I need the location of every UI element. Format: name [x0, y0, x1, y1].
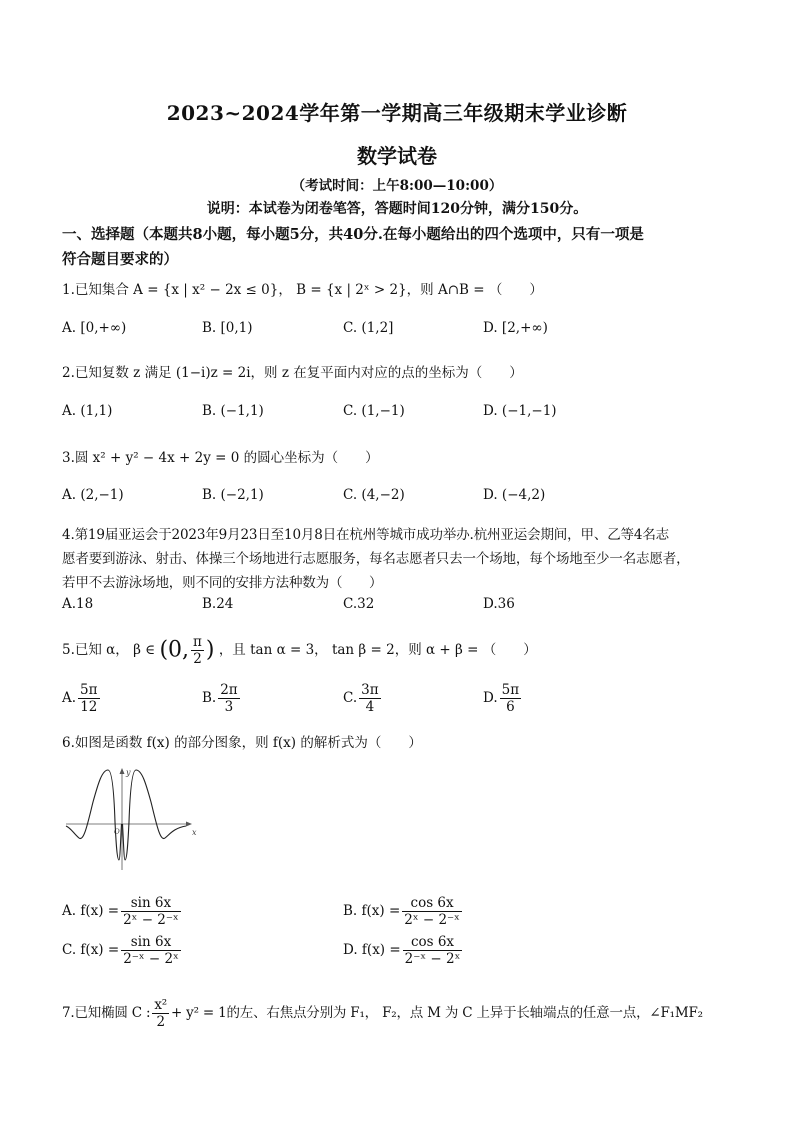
q6-option-d: [343, 934, 464, 967]
q2-option-d: D. (−1,−1): [483, 403, 557, 419]
q3-option-a: A. (2,−1): [62, 487, 124, 503]
graph-x-label: x: [192, 828, 197, 837]
q6-option-b: [343, 895, 464, 928]
q6-option-a-fraction: [121, 895, 181, 928]
q6-option-c-fraction: [121, 934, 181, 967]
q5-option-b: [202, 682, 242, 715]
q5-option-c-num: 3π: [361, 682, 379, 698]
q5-option-c-fraction: [359, 682, 380, 715]
q4-option-a: A.18: [62, 596, 94, 612]
question-5-options: [62, 682, 734, 722]
q5-prefix: 5.已知 α， β ∈: [62, 642, 156, 658]
q5-option-a-label: A.: [62, 690, 77, 706]
q5-option-b-den: 3: [224, 699, 234, 715]
q7-suffix: + y² = 1的左、右焦点分别为 F₁， F₂，点 M 为 C 上异于长轴端点的任意一点，∠F₁MF₂: [170, 1005, 703, 1021]
q2-option-c: C. (1,−1): [343, 403, 405, 419]
q6-option-c-den: 2⁻ˣ − 2ˣ: [123, 951, 179, 967]
section-heading: [62, 222, 732, 272]
graph-y-arrow: [120, 768, 125, 774]
q1-option-b: B. [0,1): [202, 320, 253, 336]
q6-option-a: [62, 895, 183, 928]
exam-time: （考试时间：上午8:00—10:00）: [291, 178, 503, 194]
q5-option-c: [343, 682, 383, 715]
q5-option-b-label: B.: [202, 690, 217, 706]
q5-option-d-label: D.: [483, 690, 498, 706]
q5-interval-den: 2: [193, 651, 202, 667]
q6-option-d-label: D. f(x) =: [343, 942, 401, 958]
graph-curve: [66, 770, 186, 860]
q5-option-d-den: 6: [506, 699, 515, 715]
q7-fraction: [152, 997, 169, 1030]
q6-option-a-label: A. f(x) =: [62, 903, 120, 919]
q6-option-d-fraction: [403, 934, 463, 967]
graph-origin-label: O: [114, 828, 120, 836]
q5-option-a-fraction: [78, 682, 99, 715]
graph-x-arrow: [186, 822, 192, 827]
q5-option-a-den: 12: [80, 699, 98, 715]
question-4: [62, 523, 734, 595]
exam-note: 说明：本试卷为闭卷笔答，答题时间120分钟，满分150分。: [206, 201, 588, 217]
q4-option-b: B.24: [202, 596, 234, 612]
q4-option-c: C.32: [343, 596, 375, 612]
q5-suffix: ，且 tan α = 3， tan β = 2，则 α + β = （ ）: [218, 642, 537, 658]
q7-prefix: 7.已知椭圆 C :: [62, 1005, 151, 1021]
q5-interval-open: (0,: [159, 637, 190, 663]
q2-option-b: B. (−1,1): [202, 403, 264, 419]
q5-option-b-fraction: [218, 682, 239, 715]
q5-interval-num: π: [193, 634, 202, 650]
q5-interval-close: ): [205, 637, 215, 663]
q7-num: x²: [154, 997, 167, 1013]
graph-y-label: y: [126, 768, 131, 777]
q5-interval-fraction: [191, 634, 204, 667]
q6-option-d-num: cos 6x: [403, 934, 463, 951]
exam-title: 2023~2024学年第一学期高三年级期末学业诊断: [166, 101, 628, 125]
q6-option-b-label: B. f(x) =: [343, 903, 401, 919]
question-1: 1.已知集合 A = {x | x² − 2x ≤ 0}， B = {x | 2ˣ > 2}，则 A∩B = （ ）: [62, 282, 543, 298]
question-4-options: [62, 596, 734, 620]
q3-option-c: C. (4,−2): [343, 487, 405, 503]
question-6-options-row1: [62, 895, 734, 935]
q3-option-d: D. (−4,2): [483, 487, 546, 503]
q6-option-c-label: C. f(x) =: [62, 942, 120, 958]
q5-option-d: [483, 682, 523, 715]
q7-den: 2: [156, 1014, 165, 1030]
q6-option-b-den: 2ˣ − 2⁻ˣ: [404, 912, 460, 928]
question-3-options: [62, 487, 734, 511]
q4-option-d: D.36: [483, 596, 515, 612]
question-2: 2.已知复数 z 满足 (1−i)z = 2i，则 z 在复平面内对应的点的坐标为（ ）: [62, 365, 523, 381]
q6-option-b-fraction: [402, 895, 462, 928]
question-6-options-row2: [62, 934, 734, 974]
function-graph: [62, 762, 198, 874]
q6-option-b-num: cos 6x: [402, 895, 462, 912]
exam-subject: 数学试卷: [357, 144, 437, 168]
question-4-line2: 愿者要到游泳、射击、体操三个场地进行志愿服务，每名志愿者只去一个场地，每个场地至少一名志愿者，: [62, 551, 690, 567]
q5-option-a: [62, 682, 102, 715]
q5-option-d-num: 5π: [501, 682, 520, 698]
q6-option-c: [62, 934, 183, 967]
q6-option-a-num: sin 6x: [121, 895, 181, 912]
q6-option-c-num: sin 6x: [121, 934, 181, 951]
q1-option-d: D. [2,+∞): [483, 320, 548, 336]
q5-option-d-fraction: [500, 682, 521, 715]
q6-option-d-den: 2⁻ˣ − 2ˣ: [404, 951, 461, 967]
question-7: [62, 993, 734, 1033]
question-1-options: [62, 320, 734, 344]
question-3: 3.圆 x² + y² − 4x + 2y = 0 的圆心坐标为（ ）: [62, 450, 379, 466]
q5-option-c-den: 4: [365, 699, 375, 715]
question-2-options: [62, 403, 734, 427]
q2-option-a: A. (1,1): [62, 403, 113, 419]
q5-option-a-num: 5π: [80, 682, 98, 698]
q5-option-c-label: C.: [343, 690, 358, 706]
question-4-line3: 若甲不去游泳场地，则不同的安排方法种数为（ ）: [62, 575, 383, 591]
q3-option-b: B. (−2,1): [202, 487, 264, 503]
question-5: [62, 630, 734, 670]
q1-option-a: A. [0,+∞): [62, 320, 127, 336]
question-4-line1: 4.第19届亚运会于2023年9月23日至10月8日在杭州等城市成功举办.杭州亚运会期间，甲、乙等4名志: [62, 527, 670, 543]
q6-option-a-den: 2ˣ − 2⁻ˣ: [123, 912, 179, 928]
q1-option-c: C. (1,2]: [343, 320, 394, 336]
question-6: 6.如图是函数 f(x) 的部分图象，则 f(x) 的解析式为（ ）: [62, 735, 422, 751]
section-heading-line1: 一、选择题（本题共8小题，每小题5分，共40分.在每小题给出的四个选项中，只有一项是: [62, 226, 644, 243]
section-heading-line2: 符合题目要求的）: [62, 251, 178, 268]
q5-option-b-num: 2π: [220, 682, 238, 698]
